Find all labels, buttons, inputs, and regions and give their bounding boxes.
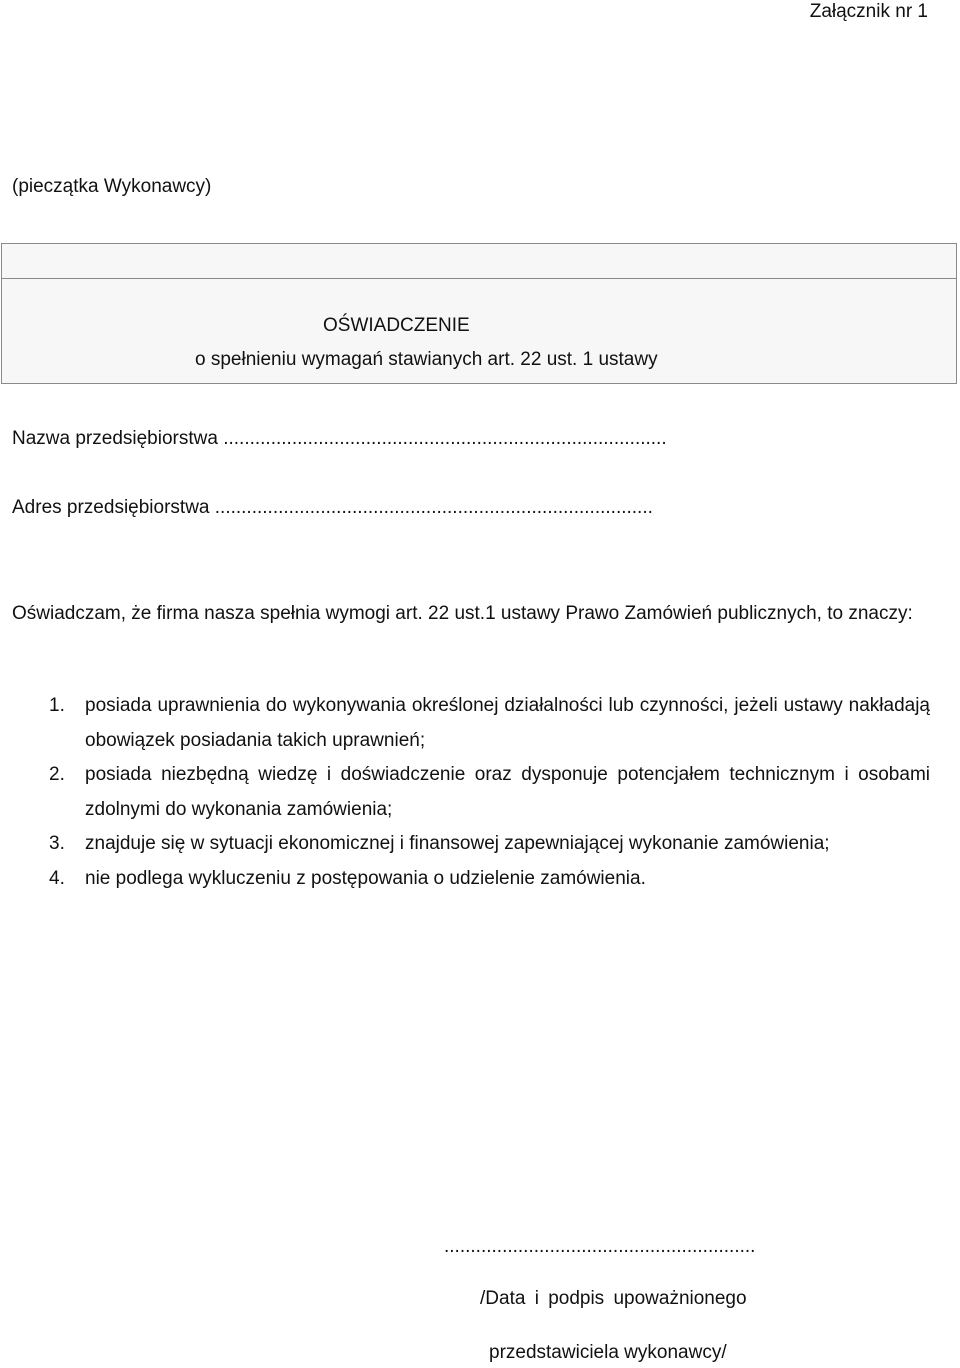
attachment-label: Załącznik nr 1	[809, 1, 928, 22]
list-item-text: posiada niezbędną wiedzę i doświadczenie oraz dysponuje potencjałem technicznym i osobami zdolnymi do wykonania zamówienia;	[85, 764, 930, 820]
list-item	[12, 862, 930, 897]
company-name-field: Nazwa przedsiębiorstwa ....................................................................................	[12, 428, 667, 449]
signature-line: ...........................................................	[444, 1236, 756, 1257]
declaration-title: OŚWIADCZENIE	[323, 315, 470, 336]
list-item-number: 1.	[49, 695, 65, 716]
declaration-subtitle: o spełnieniu wymagań stawianych art. 22 ust. 1 ustawy	[195, 349, 658, 370]
intro-statement: Oświadczam, że firma nasza spełnia wymogi art. 22 ust.1 ustawy Prawo Zamówień publicznych, to znaczy:	[12, 603, 913, 624]
company-address-field: Adres przedsiębiorstwa ...................................................................................	[12, 497, 653, 518]
list-item	[12, 689, 930, 758]
list-item-text: nie podlega wykluczeniu z postępowania o udzielenie zamówienia.	[85, 867, 646, 889]
list-item	[12, 827, 930, 862]
signature-caption-line2: przedstawiciela wykonawcy/	[489, 1342, 727, 1363]
list-item-text: znajduje się w sytuacji ekonomicznej i finansowej zapewniającej wykonanie zamówienia;	[85, 833, 830, 854]
stamp-placeholder: (pieczątka Wykonawcy)	[12, 176, 212, 197]
header-divider	[2, 278, 956, 279]
list-item-number: 2.	[49, 764, 65, 785]
list-item-text: posiada uprawnienia do wykonywania określonej działalności lub czynności, jeżeli ustawy nakładają obowiązek posiadania takich uprawnień;	[85, 695, 930, 751]
list-item-number: 3.	[49, 833, 65, 854]
list-item-number: 4.	[49, 867, 65, 889]
signature-caption-line1: /Data i podpis upoważnionego	[480, 1288, 747, 1309]
conditions-list	[12, 689, 930, 896]
list-item	[12, 758, 930, 827]
